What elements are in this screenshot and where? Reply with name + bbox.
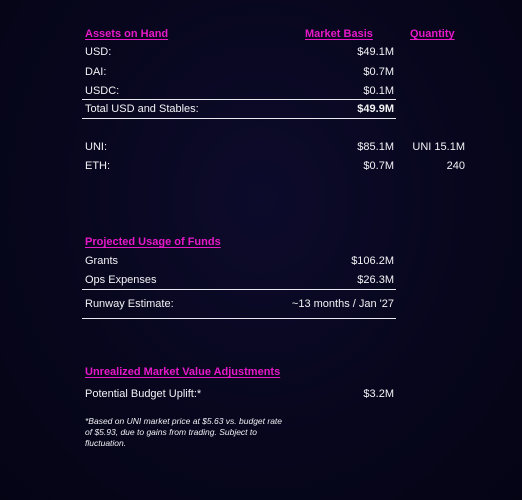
asset-value-usd: $49.1M [357,46,394,58]
unrealized-header: Unrealized Market Value Adjustments [85,366,281,378]
divider [82,289,396,290]
usage-label-grants: Grants [85,255,119,267]
budget-uplift-label: Potential Budget Uplift:* [85,388,202,400]
market-basis-header: Market Basis [305,28,373,40]
asset-value-dai: $0.7M [363,66,394,78]
total-stables-label: Total USD and Stables: [85,103,199,115]
asset-label-usd: USD: [85,46,112,58]
asset-value-eth: $0.7M [363,160,394,172]
budget-uplift-value: $3.2M [363,388,394,400]
divider [82,318,396,319]
asset-label-usdc: USDC: [85,85,120,97]
usage-value-ops: $26.3M [357,274,394,286]
quantity-header: Quantity [410,28,455,40]
asset-qty-uni: UNI 15.1M [412,141,465,153]
runway-label: Runway Estimate: [85,298,174,310]
usage-label-ops: Ops Expenses [85,274,157,286]
asset-label-uni: UNI: [85,141,107,153]
asset-label-dai: DAI: [85,66,107,78]
asset-label-eth: ETH: [85,160,111,172]
divider [82,99,396,100]
divider [82,118,396,119]
asset-value-usdc: $0.1M [363,85,394,97]
assets-header: Assets on Hand [85,28,169,40]
usage-header: Projected Usage of Funds [85,236,221,248]
footnote: *Based on UNI market price at $5.63 vs. budget rate of $5.93, due to gains from trading. Subject to fluctuation. [85,416,283,448]
asset-value-uni: $85.1M [357,141,394,153]
usage-value-grants: $106.2M [351,255,394,267]
total-stables-value: $49.9M [357,103,394,115]
runway-value: ~13 months / Jan '27 [291,298,394,310]
asset-qty-eth: 240 [446,160,465,172]
